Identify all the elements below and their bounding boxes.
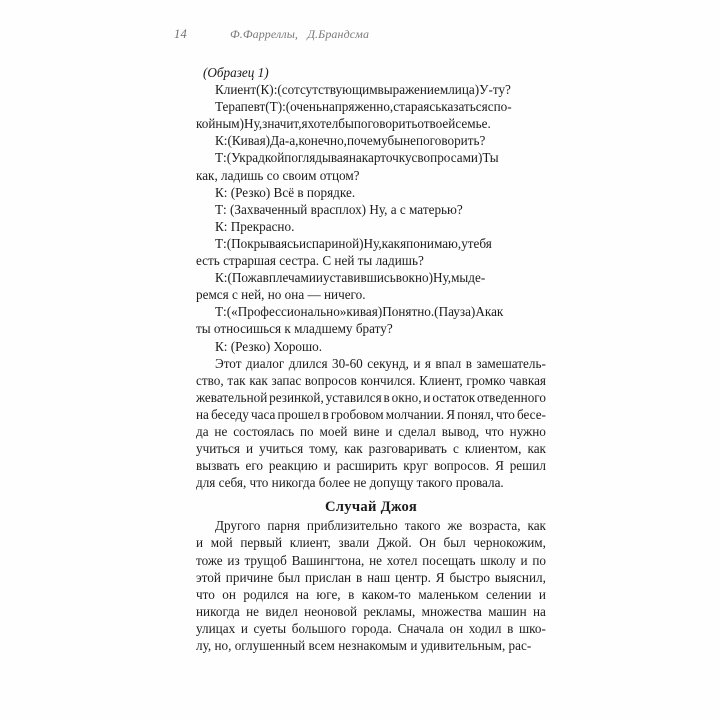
dialogue-line: Терапевт(Т):(оченьнапряженно,стараяськазатьсяспо- xyxy=(215,99,512,115)
body-line: тоже из трущоб Вашингтона, не хотел посещать школу и по xyxy=(196,552,546,568)
dialogue-line: К: (Резко) Хорошо. xyxy=(215,338,323,354)
dialogue-transcript xyxy=(196,81,546,355)
dialogue-line: Т: (Захваченный врасплох) Ну, а с матерью? xyxy=(215,201,463,217)
body-line: ство, так как запас вопросов кончился. Клиент, громко чавкая xyxy=(196,372,546,388)
dialogue-line: как, ладишь со своим отцом? xyxy=(196,167,360,183)
body-line: учиться и учиться тому, как разговаривать с клиентом, как xyxy=(196,441,546,457)
dialogue-line: Т:(Покрываясьиспариной)Ну,какяпонимаю,утебя xyxy=(215,235,492,251)
body-line: да не состоялась по моей вине и сделал вывод, что нужно xyxy=(196,423,546,439)
body-paragraph-1 xyxy=(196,355,546,492)
section-title: Случай Джоя xyxy=(324,499,418,516)
body-line: никогда не видел неоновой рекламы, множества машин на xyxy=(196,603,546,619)
body-line: жевательной резинкой, уставился в окно, и остаток отведенного xyxy=(196,389,546,405)
dialogue-line: ремся с ней, но она — ничего. xyxy=(196,287,366,303)
body-line: лу, но, оглушенный всем незнакомым и удивительным, рас- xyxy=(196,638,532,653)
dialogue-line: К: Прекрасно. xyxy=(215,218,295,234)
body-line: на беседу часа прошел в гробовом молчании. Я понял, что бесе- xyxy=(196,406,546,422)
body-line: вызвать его реакцию и расширить круг вопросов. Я решил xyxy=(196,458,546,474)
body-line: улицах и суеты большого города. Сначала он ходил в шко- xyxy=(196,620,546,636)
running-head-authors: Ф.Фарреллы, Д.Брандсма xyxy=(230,27,370,41)
body-line: и мой первый клиент, звали Джой. Он был чернокожим, xyxy=(196,535,546,551)
text-block xyxy=(196,64,546,654)
page-number: 14 xyxy=(174,27,187,41)
running-head xyxy=(174,27,546,43)
dialogue-line: Клиент(К):(сотсутствующимвыражениемлица)У-ту? xyxy=(215,82,511,98)
dialogue-line: К: (Резко) Всё в порядке. xyxy=(215,184,356,200)
dialogue-line: койным)Ну,значит,яхотелбыпоговоритьотвоейсемье. xyxy=(196,116,491,132)
body-line: Другого парня приблизительно такого же возраста, как xyxy=(215,518,546,534)
body-line: для себя, что никогда более не допущу такого провала. xyxy=(196,475,504,491)
sample-label: (Образец 1) xyxy=(203,65,269,80)
body-line: Этот диалог длился 30-60 секунд, и я впал в замешатель- xyxy=(215,355,546,371)
dialogue-line: К:(Кивая)Да-а,конечно,почемубынепоговорить? xyxy=(215,133,486,149)
dialogue-line: есть страршая сестра. С ней ты ладишь? xyxy=(196,253,424,269)
body-paragraph-2 xyxy=(196,517,546,654)
dialogue-line: Т:(Украдкойпоглядываянакарточкусвопросами)Ты xyxy=(215,150,499,166)
dialogue-line: К:(Пожавплечамииуставившисьвокно)Ну,мыде- xyxy=(215,270,486,286)
dialogue-line: Т:(«Профессионально»кивая)Понятно.(Пауза)Акак xyxy=(215,304,504,320)
body-line: этой причине был прислан в наш центр. Я быстро выяснил, xyxy=(196,569,546,585)
body-line: что он родился на юге, в каком-то маленьком селении и xyxy=(196,586,546,602)
dialogue-line: ты относишься к младшему брату? xyxy=(196,321,393,337)
